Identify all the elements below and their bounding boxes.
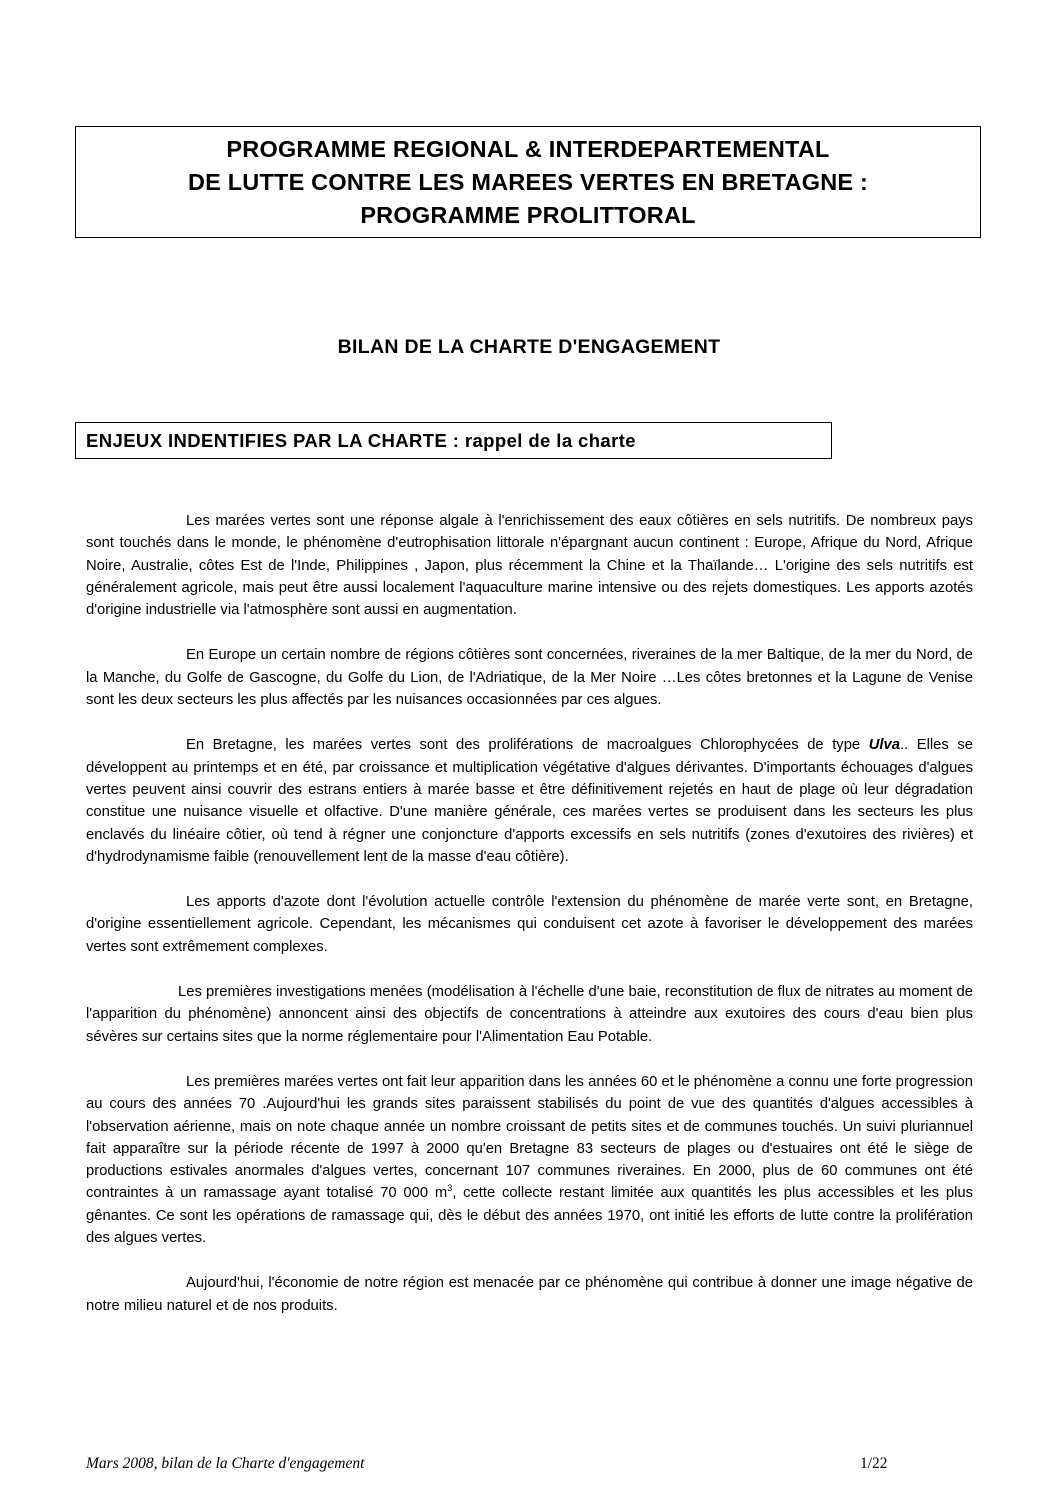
genus-name: Ulva [868, 737, 900, 754]
paragraph-3-text-end: .. Elles se développent au printemps et en été, par croissance et multiplication végétative d'algues dérivantes. D'importants échouages d'algues vertes peuvent ainsi couvrir des estrans entiers à marée basse et être définitivement rejetés en haut de plage où leur dégradation constitue une nuisance visuelle et olfactive. D'une manière générale, ces marées vertes se produisent dans les secteurs les plus enclavés du linéaire côtier, où tend à régner une conjoncture d'apports excessifs en sels nutritifs (zones d'exutoires des rivières) et d'hydrodynamisme faible (renouvellement lent de la masse d'eau côtière). [86, 737, 973, 865]
body-text [86, 510, 973, 1317]
paragraph-5: Les premières investigations menées (modélisation à l'échelle d'une baie, reconstitution de flux de nitrates au moment de l'apparition du phénomène) annoncent ainsi des objectifs de concentrations à atteindre aux exutoires des cours d'eau bien plus sévères sur certains sites que la norme réglementaire pour l'Alimentation Eau Potable. [86, 984, 973, 1045]
title-line-1: PROGRAMME REGIONAL & INTERDEPARTEMENTAL [226, 136, 830, 162]
paragraph-1: Les marées vertes sont une réponse algale à l'enrichissement des eaux côtières en sels nutritifs. De nombreux pays sont touchés dans le monde, le phénomène d'eutrophisation littorale n'épargnant aucun continent : Europe, Afrique du Nord, Afrique Noire, Australie, côtes Est de l'Inde, Philippines , Japon, plus récemment la Chine et la Thaïlande… L'origine des sels nutritifs est généralement agricole, mais peut être aussi localement l'aquaculture marine intensive ou des rejets domestiques. Les apports azotés d'origine industrielle via l'atmosphère sont aussi en augmentation. [86, 513, 973, 619]
paragraph-3-text-start: En Bretagne, les marées vertes sont des proliférations de macroalgues Chlorophycées de type [186, 737, 869, 754]
paragraph-7: Aujourd'hui, l'économie de notre région est menacée par ce phénomène qui contribue à donner une image négative de notre milieu naturel et de nos produits. [86, 1275, 973, 1314]
title-line-3: PROGRAMME PROLITTORAL [360, 202, 696, 228]
title-line-2: DE LUTTE CONTRE LES MAREES VERTES EN BRETAGNE : [187, 169, 869, 195]
paragraph-2: En Europe un certain nombre de régions côtières sont concernées, riveraines de la mer Baltique, de la mer du Nord, de la Manche, du Golfe de Gascogne, du Golfe du Lion, de l'Adriatique, de la Mer Noire …Les côtes bretonnes et la Lagune de Venise sont les deux secteurs les plus affectés par les nuisances occasionnées par ces algues. [86, 647, 973, 709]
paragraph-6-text-start: Les premières marées vertes ont fait leur apparition dans les années 60 et le phénomène a connu une forte progression au cours des années 70 .Aujourd'hui les grands sites paraissent stabilisés du point de vue des quantités d'algues accessibles à l'observation aérienne, mais on note chaque année un nombre croissant de petits sites et de communes touchés. Un suivi pluriannuel fait apparaître sur la période récente de 1997 à 2000 qu'en Bretagne 83 secteurs de plages ou d'estuaires ont été le siège de productions estivales anormales d'algues vertes, concernant 107 communes riveraines. En 2000, plus de 60 communes ont été contraintes à un ramassage ayant totalisé 70 000 m [86, 1073, 973, 1202]
paragraph-6-text-end: , cette collecte restant limitée aux quantités les plus accessibles et les plus gênantes. Ce sont les opérations de ramassage qui, dès le début des années 1970, ont initié les efforts de lutte contre la prolifération des algues vertes. [86, 1185, 973, 1247]
document-subtitle: BILAN DE LA CHARTE D'ENGAGEMENT [337, 336, 721, 358]
section-heading: ENJEUX INDENTIFIES PAR LA CHARTE : rappel de la charte [75, 422, 832, 459]
paragraph-6 [86, 1071, 973, 1249]
footer-document-info: Mars 2008, bilan de la Charte d'engagement [86, 1455, 365, 1472]
title-box [75, 126, 981, 238]
cubic-superscript: 3 [447, 1183, 453, 1194]
paragraph-4: Les apports d'azote dont l'évolution actuelle contrôle l'extension du phénomène de marée verte sont, en Bretagne, d'origine essentiellement agricole. Cependant, les mécanismes qui conduisent cet azote à favoriser le développement des marées vertes sont extrêmement complexes. [86, 894, 973, 955]
footer-page-number: 1/22 [860, 1455, 888, 1472]
paragraph-3 [86, 734, 973, 868]
